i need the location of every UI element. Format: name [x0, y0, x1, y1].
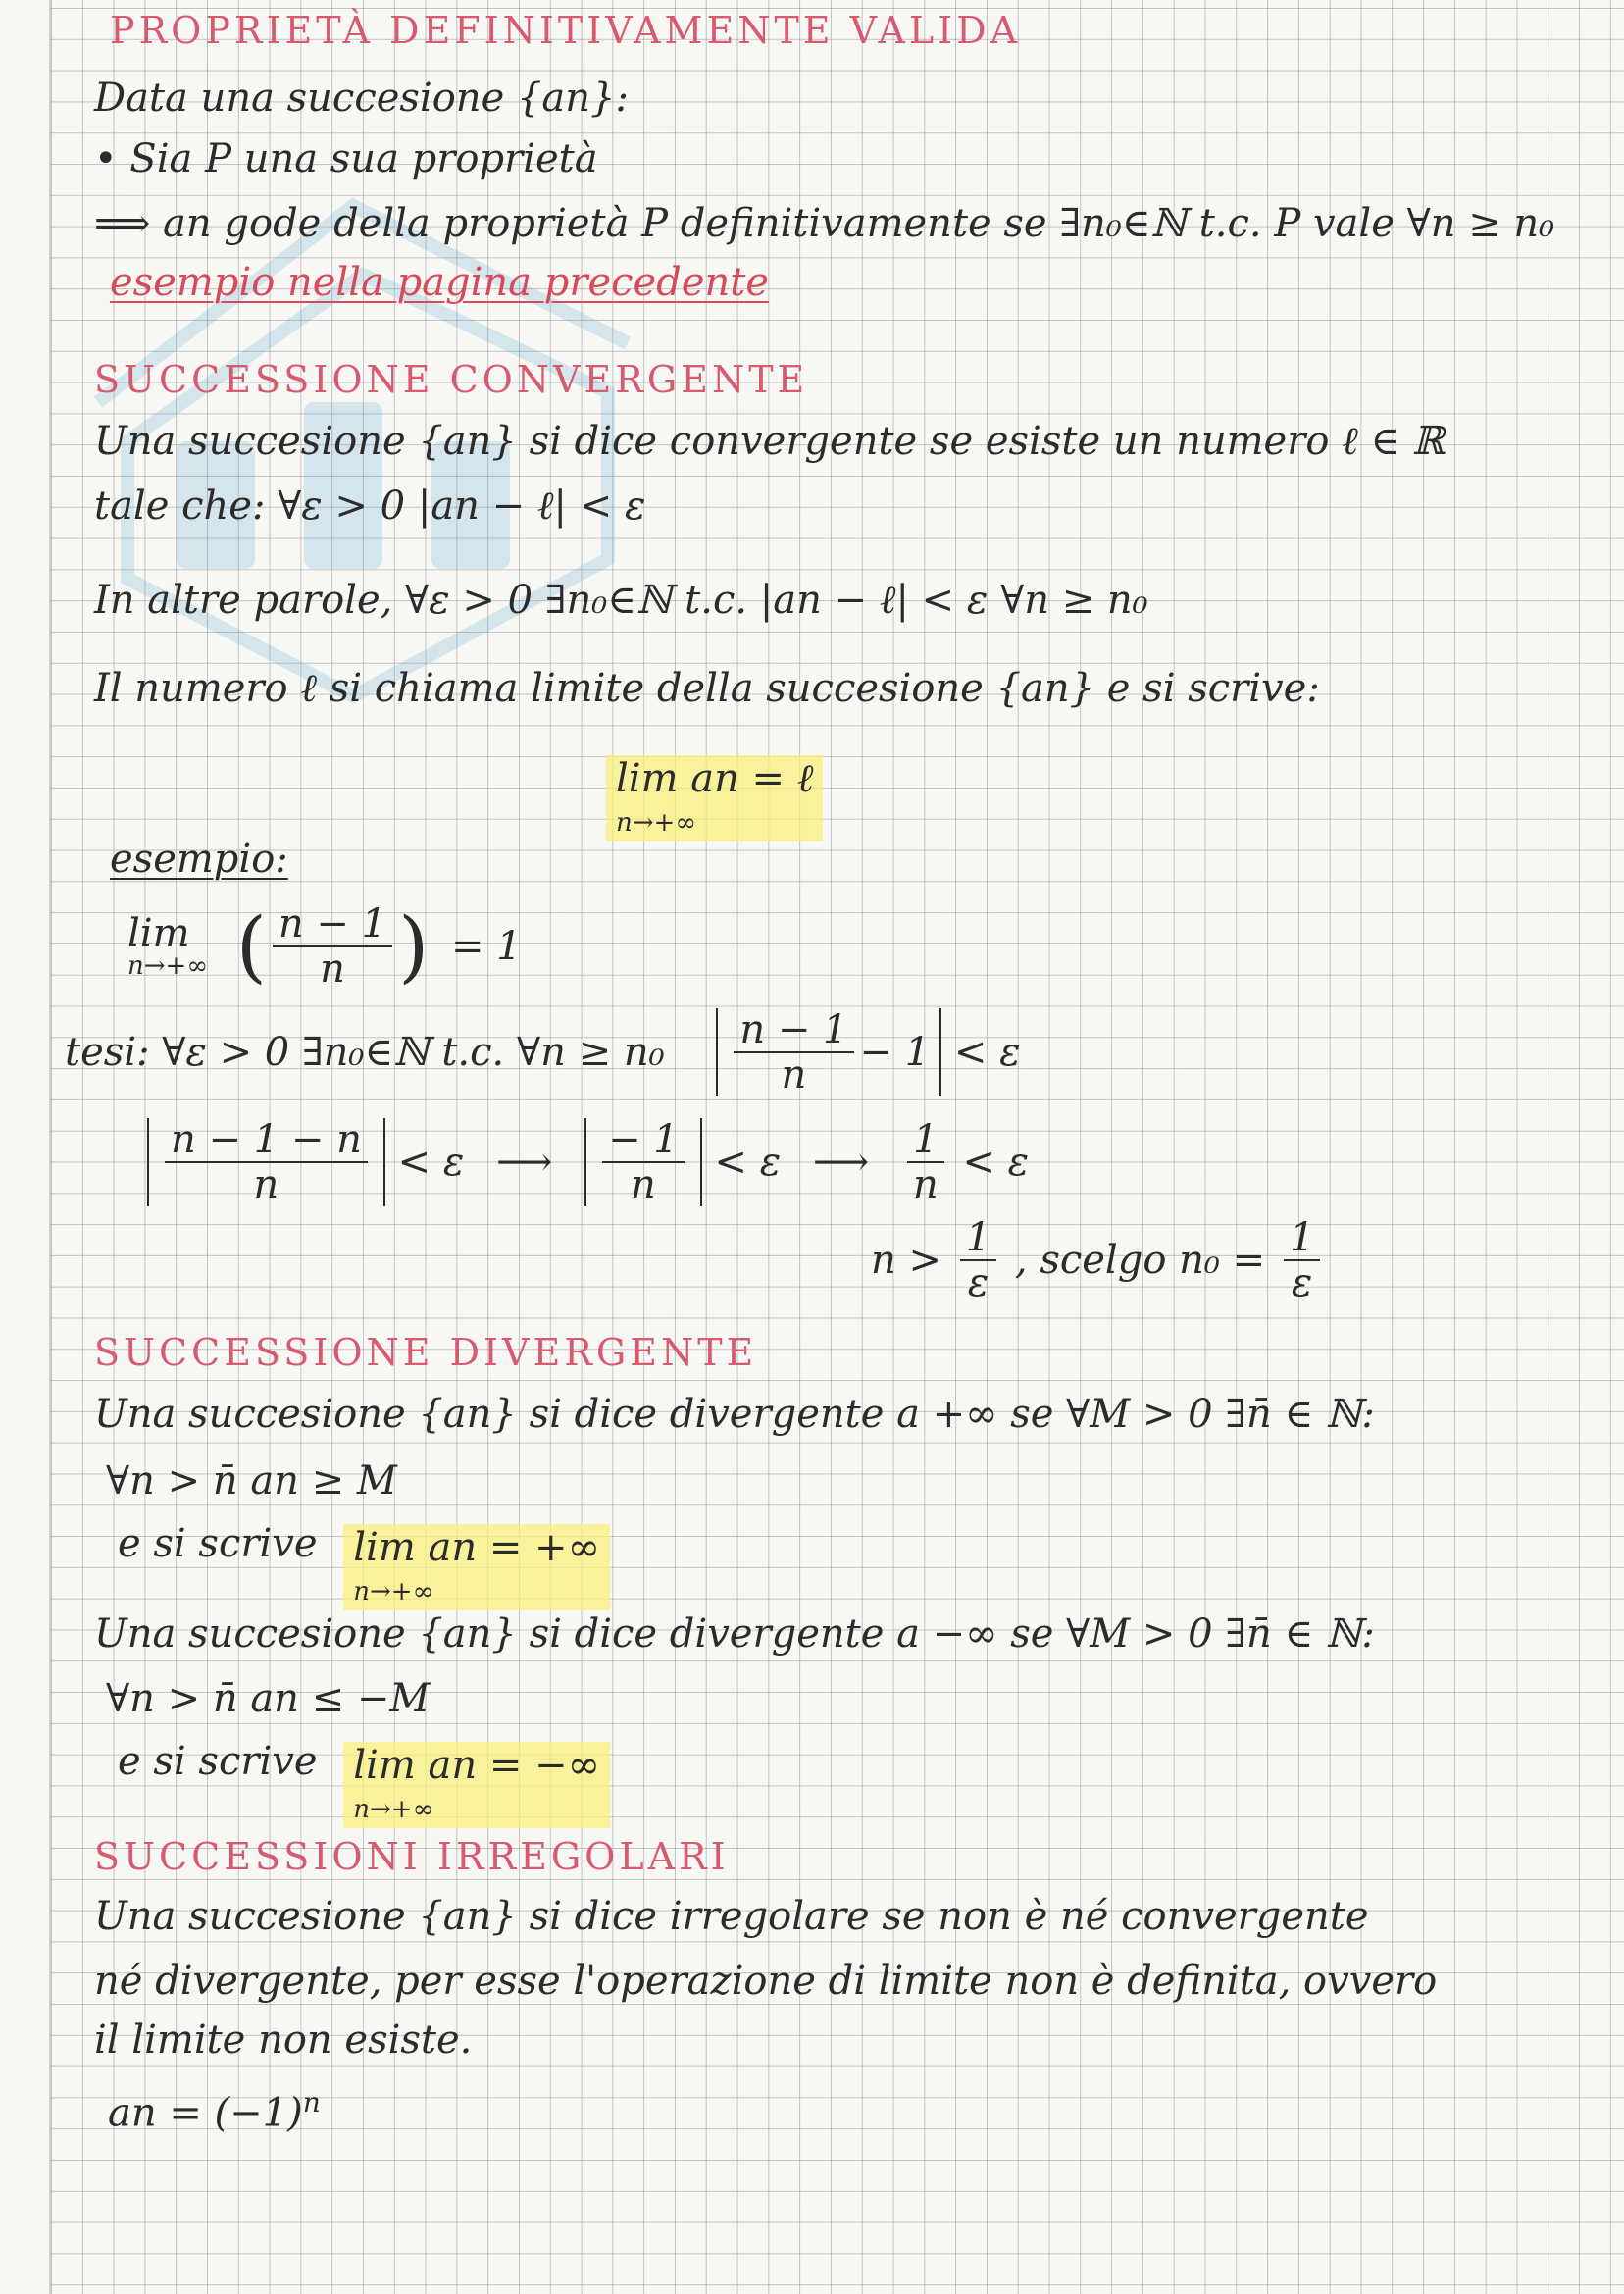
tesi-rest: − 1 [859, 1030, 931, 1075]
arrow-1: ⟶ [496, 1140, 553, 1185]
eps-den: ε [967, 1260, 990, 1305]
step3-lt: < ε [962, 1140, 1030, 1185]
example-limit: lim n→+∞ ( $\frac{n - 1}{n}$ ) = 1 [127, 900, 522, 992]
div-plus-sub: n→+∞ [353, 1577, 434, 1606]
div-plus-prefix: e si scrive [118, 1521, 318, 1566]
step2-num: − 1 [602, 1118, 685, 1163]
limit-sub: n→+∞ [616, 808, 696, 838]
eps-num-2: 1 [1284, 1216, 1320, 1261]
example-num: n − 1 [273, 902, 392, 947]
arrow-2: ⟶ [812, 1140, 870, 1185]
choose-text: , scelgo n₀ = [1014, 1238, 1266, 1283]
tesi-num: n − 1 [734, 1008, 853, 1053]
irregular-base: an = (−1) [108, 2090, 303, 2136]
step3-den: n [912, 1162, 939, 1207]
line-div-minus-def: Una succesione {an} si dice divergente a −∞ se ∀M > 0 ∃n̄ ∈ ℕ: [94, 1611, 1375, 1657]
step2-den: n [631, 1162, 656, 1207]
line-definitivamente: ⟹ an gode della proprietà P definitivamente se ∃n₀∈ℕ t.c. P vale ∀n ≥ n₀ [94, 201, 1555, 246]
step1-num: n − 1 − n [165, 1118, 368, 1163]
tesi-prefix: tesi: ∀ε > 0 ∃n₀∈ℕ t.c. ∀n ≥ n₀ [65, 1030, 665, 1075]
line-div-minus-limit [118, 1739, 610, 1828]
heading-irregolari: SUCCESSIONI IRREGOLARI [94, 1835, 730, 1878]
heading-convergente: SUCCESSIONE CONVERGENTE [94, 358, 809, 401]
note-esempio-pagina: esempio nella pagina precedente [110, 260, 770, 305]
line-data-successione: Data una succesione {an}: [94, 76, 629, 121]
line-irregolare-2: né divergente, per esse l'operazione di limite non è definita, ovvero [94, 1959, 1438, 2004]
tesi-den: n [781, 1052, 807, 1097]
left-margin [0, 0, 51, 2294]
line-convergente-def: Una succesione {an} si dice convergente se esiste un numero ℓ ∈ ℝ [94, 419, 1446, 464]
step2-lt: < ε [714, 1140, 782, 1185]
label-esempio: esempio: [110, 837, 288, 882]
tesi-abs [716, 1008, 941, 1096]
example-lim: lim [127, 911, 190, 956]
heading-divergente: SUCCESSIONE DIVERGENTE [94, 1331, 758, 1374]
tesi-lt-eps: < ε [953, 1030, 1021, 1075]
eps-num: 1 [960, 1216, 996, 1261]
div-plus-expr: lim an = +∞ [353, 1525, 600, 1570]
example-den: n [320, 946, 345, 992]
line-sia-p: • Sia P una sua proprietà [94, 136, 598, 181]
line-div-plus-limit [118, 1521, 610, 1610]
irregular-exp: n [302, 2086, 321, 2118]
limit-expr: lim an = ℓ [616, 756, 814, 801]
line-numero-limite: Il numero ℓ si chiama limite della succesione {an} e si scrive: [94, 666, 1320, 711]
div-minus-prefix: e si scrive [118, 1739, 318, 1784]
line-altre-parole: In altre parole, ∀ε > 0 ∃n₀∈ℕ t.c. |an − ℓ| < ε ∀n ≥ n₀ [94, 578, 1148, 623]
eps-den-2: ε [1291, 1260, 1313, 1305]
line-irregolare-1: Una succesione {an} si dice irregolare se non è né convergente [94, 1894, 1369, 1939]
heading-proprieta: PROPRIETÀ DEFINITIVAMENTE VALIDA [110, 9, 1022, 52]
steps-line [147, 1118, 1029, 1206]
line-div-plus-cond: ∀n > n̄ an ≥ M [106, 1458, 397, 1504]
example-result: = 1 [451, 924, 522, 969]
line-irregolare-3: il limite non esiste. [94, 2017, 473, 2063]
line-div-plus-def: Una succesione {an} si dice divergente a +∞ se ∀M > 0 ∃n̄ ∈ ℕ: [94, 1392, 1375, 1437]
step1-den: n [253, 1162, 279, 1207]
example-lim-sub: n→+∞ [127, 951, 208, 981]
choose-line [871, 1216, 1326, 1304]
limit-definition [606, 755, 823, 841]
line-div-minus-cond: ∀n > n̄ an ≤ −M [106, 1676, 431, 1721]
n-gt: n > [871, 1238, 941, 1283]
line-tale-che: tale che: ∀ε > 0 |an − ℓ| < ε [94, 484, 646, 529]
step1-lt: < ε [397, 1140, 465, 1185]
step3-num: 1 [907, 1118, 943, 1163]
div-minus-sub: n→+∞ [353, 1795, 434, 1824]
div-minus-expr: lim an = −∞ [353, 1743, 600, 1788]
irregular-example [108, 2086, 321, 2136]
tesi-line [65, 1008, 1021, 1096]
page-edge [49, 0, 51, 2294]
